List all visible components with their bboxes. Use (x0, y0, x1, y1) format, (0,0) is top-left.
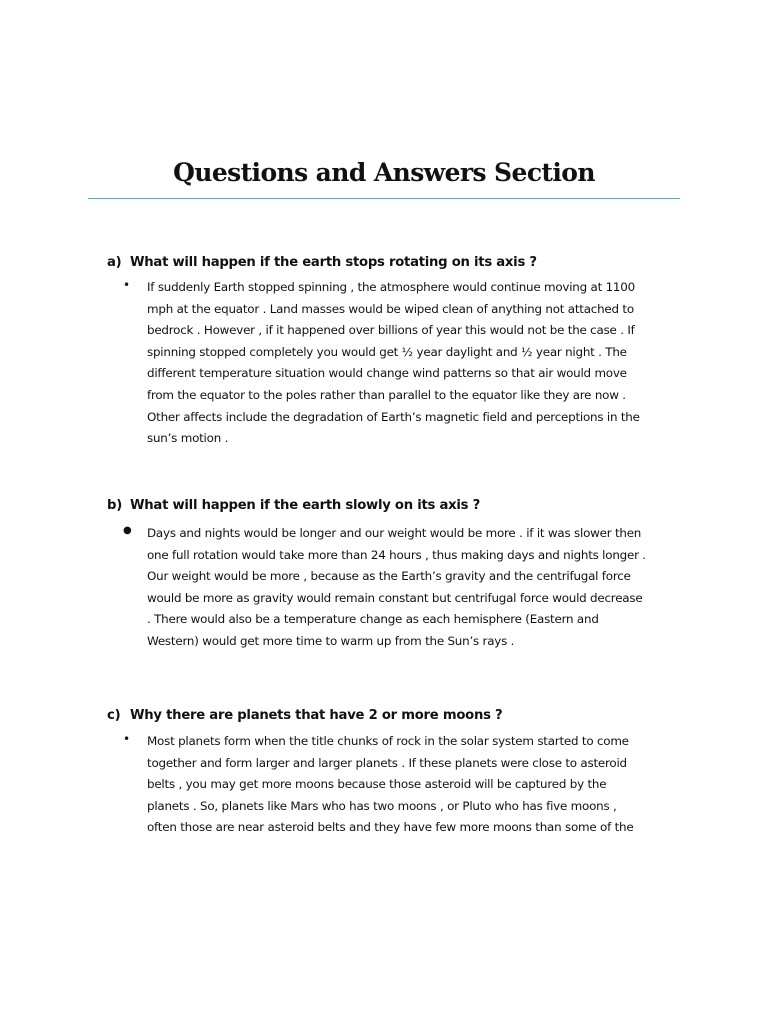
answer-line: from the equator to the poles rather than parallel to the equator like they are now . (147, 387, 626, 402)
question-heading (107, 498, 480, 513)
answer-text (147, 523, 677, 653)
question-text: What will happen if the earth slowly on its axis ? (130, 498, 481, 513)
answer-text (147, 277, 677, 450)
answer-line: planets . So, planets like Mars who has two moons , or Pluto who has five moons , (147, 798, 617, 813)
answer-line: Most planets form when the title chunks of rock in the solar system started to come (147, 734, 629, 748)
answer-line: often those are near asteroid belts and they have few more moons than some of the (147, 820, 634, 835)
answer-text (147, 731, 677, 839)
page-title: Questions and Answers Section (173, 158, 595, 187)
answer-line: spinning stopped completely you would get ½ year daylight and ½ year night . The (147, 344, 627, 359)
answer-line: Western) would get more time to warm up from the Sun’s rays . (147, 633, 515, 648)
answer-line: Other affects include the degradation of Earth’s magnetic field and perceptions in the (147, 409, 640, 424)
question-letter: b) (107, 498, 122, 513)
answer-line: sun’s motion . (147, 431, 229, 446)
question-text: Why there are planets that have 2 or more moons ? (130, 708, 503, 723)
bullet-icon: ● (123, 525, 132, 536)
answer-line: If suddenly Earth stopped spinning , the atmosphere would continue moving at 1100 (147, 280, 635, 294)
answer-line: . There would also be a temperature change as each hemisphere (Eastern and (147, 612, 599, 627)
question-letter: a) (107, 255, 122, 270)
title-underline (88, 198, 680, 199)
question-heading (107, 255, 537, 270)
question-heading (107, 708, 502, 723)
answer-line: bedrock . However , if it happened over billions of year this would not be the case . If (147, 323, 635, 338)
question-letter: c) (107, 708, 121, 723)
answer-line: one full rotation would take more than 24 hours , thus making days and nights longer . (147, 547, 646, 562)
bullet-icon: • (123, 278, 131, 292)
answer-line: belts , you may get more moons because those asteroid will be captured by the (147, 777, 607, 792)
answer-line: together and form larger and larger planets . If these planets were close to asteroid (147, 755, 627, 770)
answer-line: would be more as gravity would remain constant but centrifugal force would decrease (147, 590, 643, 605)
bullet-icon: • (123, 732, 131, 746)
question-text: What will happen if the earth stops rotating on its axis ? (130, 255, 537, 270)
answer-line: Days and nights would be longer and our weight would be more . if it was slower then (147, 526, 642, 540)
answer-line: Our weight would be more , because as the Earth’s gravity and the centrifugal force (147, 569, 631, 584)
answer-line: mph at the equator . Land masses would be wiped clean of anything not attached to (147, 301, 634, 316)
answer-line: different temperature situation would change wind patterns so that air would move (147, 366, 627, 381)
